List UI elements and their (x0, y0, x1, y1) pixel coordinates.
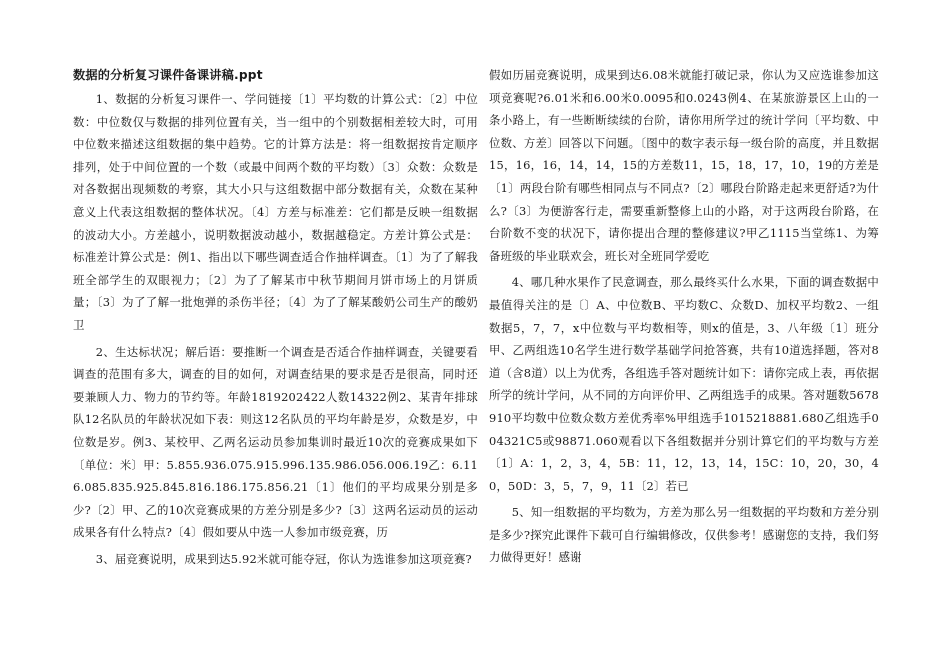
document-title: 数据的分析复习课件备课讲稿.ppt (73, 68, 263, 82)
paragraph-2: 2、生达标状况；解后语：要推断一个调查是否适合作抽样调查，关键要看调查的范围有多大，调查的目的如何，对调查结果的要求是否是很高，同时还要兼顾人力、物力的节约等。年龄1819202422人数14322例2、某青年排球队12名队员的年龄状况如下表：则这12名队员的平均年龄是岁，众数是岁，中位数是岁。例3、某校甲、乙两名运动员参加集训时最近10次的竞赛成果如下〔单位：米〕甲：5.855.936.075.915.996.135.986.056.006.19乙：6.116.085.835.925.845.816.186.175.856.21〔1〕他们的平均成果分别是多少?〔2〕甲、乙的10次竞赛成果的方差分别是多少?〔3〕这两名运动员的运动成果各有什么特点?〔4〕假如要从中选一人参加市级竞赛，历 (73, 344, 478, 540)
right-column (489, 64, 879, 573)
paragraph-4: 4、哪几种水果作了民意调查，那么最终买什么水果，下面的调查数据中最值得关注的是〔〕A、中位数B、平均数C、众数D、加权平均数2、一组数据5，7，7，x中位数与平均数相等，则x的值是，3、八年级〔1〕班分甲、乙两组选10名学生进行数学基础学问抢答赛，共有10道选择题，答对8道（含8道）以上为优秀，各组选手答对题统计如下：请你完成上表，再依据所学的统计学问，从不同的方向评价甲、乙两组选手的成果。答对题数5678910平均数中位数众数方差优秀率%甲组选手1015218881.680乙组选手004321C5或98871.060观看以下各组数据并分别计算它们的平均数与方差〔1〕A：1，2，3，4，5B：11，12，13，14，15C：10，20，30，40，50D：3，5，7，9，11〔2〕若已 (489, 275, 879, 493)
paragraph-1: 1、数据的分析复习课件一、学问链接〔1〕平均数的计算公式：〔2〕中位数：中位数仅与数据的排列位置有关，当一组中的个别数据相差较大时，可用中位数来描述这组数据的集中趋势。它的计算方法是：将一组数据按肯定顺序排列，处于中间位置的一个数（或最中间两个数的平均数）〔3〕众数：众数是对各数据出现频数的考察，其大小只与这组数据中部分数据有关，众数在某种意义上代表这组数据的整体状况。〔4〕方差与标准差：它们都是反映一组数据的波动大小。方差越小，说明数据波动越小，数据越稳定。方差计算公式是：标准差计算公式是：例1、指出以下哪些调查适合作抽样调查。〔1〕为了了解我班全部学生的双眼视力；〔2〕为了了解某市中秋节期间月饼市场上的月饼质量；〔3〕为了了解一批炮弹的杀伤半径；〔4〕为了了解某酸奶公司生产的酸奶卫 (73, 92, 478, 332)
paragraph-3-continued: 假如历届竞赛说明，成果到达6.08米就能打破记录，你认为又应选谁参加这项竞赛呢?6.01米和6.00米0.0095和0.0243例4、在某旅游景区上山的一条小路上，有一些断断续续的台阶，请你用所学过的统计学问〔平均数、中位数、方差〕回答以下问题。〔图中的数字表示每一级台阶的高度，并且数据15，16，16，14，14，15的方差数11，15，18，17，10，19的方差是〔1〕两段台阶有哪些相同点与不同点?〔2〕哪段台阶路走起来更舒适?为什么?〔3〕为便游客行走，需要重新整修上山的小路，对于这两段台阶路，在台阶数不变的状况下，请你提出合理的整修建议?甲乙1115当堂练1、为筹备班级的毕业联欢会，班长对全班同学爱吃 (489, 68, 879, 263)
left-column (73, 64, 478, 574)
paragraph-5: 5、知一组数据的平均数为，方差为那么另一组数据的平均数和方差分别是多少?探究此课件下载可自行编辑修改，仅供参考！感谢您的支持，我们努力做得更好！感谢 (489, 505, 879, 565)
paragraph-3: 3、届竞赛说明，成果到达5.92米就可能夺冠，你认为选谁参加这项竞赛? (95, 551, 472, 566)
